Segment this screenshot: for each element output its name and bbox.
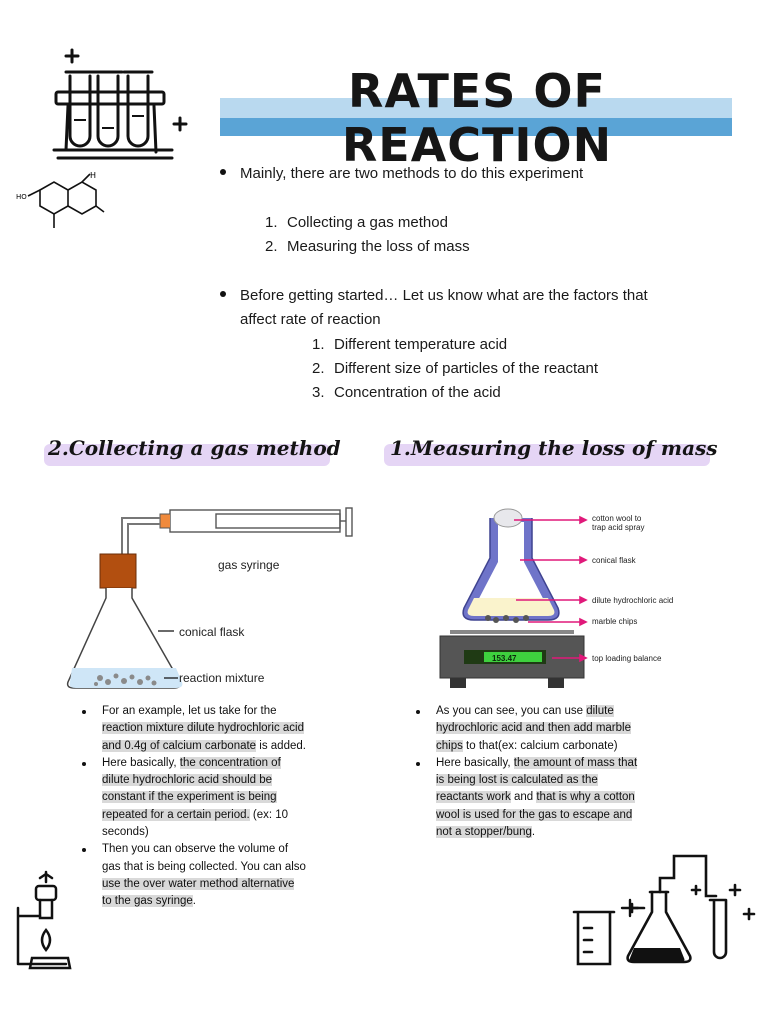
svg-text:H: H: [90, 171, 97, 180]
label-conical-flask-left: conical flask: [179, 625, 245, 639]
list-item: 1. Different temperature acid: [312, 336, 508, 353]
molecule-structure-icon: [14, 168, 114, 238]
list-item: Then you can observe the volume of gas that is being collected. You can also use the over water method alternative to the gas syringe.: [76, 841, 306, 910]
lab-glassware-icon: [570, 852, 760, 972]
intro-bullet-factors: Before getting started… Let us know what are the factors that affect rate of reaction: [220, 284, 648, 332]
methods-list: [265, 211, 470, 259]
intro-bullet-methods: [220, 162, 583, 186]
list-item: Here basically, the concentration of dilute hydrochloric acid should be constant if the experiment is being repeated for a certain period. (ex: 10 seconds): [76, 755, 306, 841]
list-item: 2. Measuring the loss of mass: [265, 238, 470, 255]
label-balance: top loading balance: [592, 654, 662, 663]
svg-text:HO: HO: [16, 193, 27, 201]
sparkle-icon: [620, 898, 640, 918]
intro-text: Mainly, there are two methods to do this experiment: [240, 165, 584, 182]
right-notes: [410, 703, 642, 841]
list-item: For an example, let us take for the reaction mixture dilute hydrochloric acid and 0.4g of calcium carbonate is added.: [76, 703, 306, 755]
label-marble-chips: marble chips: [592, 617, 638, 626]
gas-syringe-diagram: [60, 500, 370, 696]
label-gas-syringe: gas syringe: [218, 558, 280, 572]
label-cotton-wool: cotton wool to trap acid spray: [592, 514, 645, 532]
list-item: 1. Collecting a gas method: [265, 214, 448, 231]
list-item: 2. Different size of particles of the reactant: [312, 360, 599, 377]
balance-reading: 153.47: [492, 654, 517, 663]
factors-list: [312, 333, 598, 405]
label-dilute-acid: dilute hydrochloric acid: [592, 596, 674, 605]
diagram-pointer-arrows: [510, 510, 590, 670]
test-tube-rack-icon: [44, 40, 204, 166]
label-reaction-mixture: reaction mixture: [179, 671, 265, 685]
label-conical-flask-right: conical flask: [592, 556, 636, 565]
bunsen-burner-icon: [10, 868, 74, 980]
list-item: Here basically, the amount of mass that is being lost is calculated as the reactants work and that is why a cotton wool is used for the gas to escape and not a stopper/bung.: [410, 755, 642, 841]
bullet-dot: [220, 291, 226, 297]
left-notes: [76, 703, 306, 911]
left-section-heading: 2.Collecting a gas method: [48, 436, 341, 460]
page-title: RATES OF REACTION: [341, 64, 613, 172]
list-item: As you can see, you can use dilute hydrochloric acid and then add marble chips to that(ex: calcium carbonate): [410, 703, 642, 755]
bullet-dot: [220, 169, 226, 175]
list-item: 3. Concentration of the acid: [312, 384, 501, 401]
right-section-heading: 1.Measuring the loss of mass: [390, 436, 718, 460]
